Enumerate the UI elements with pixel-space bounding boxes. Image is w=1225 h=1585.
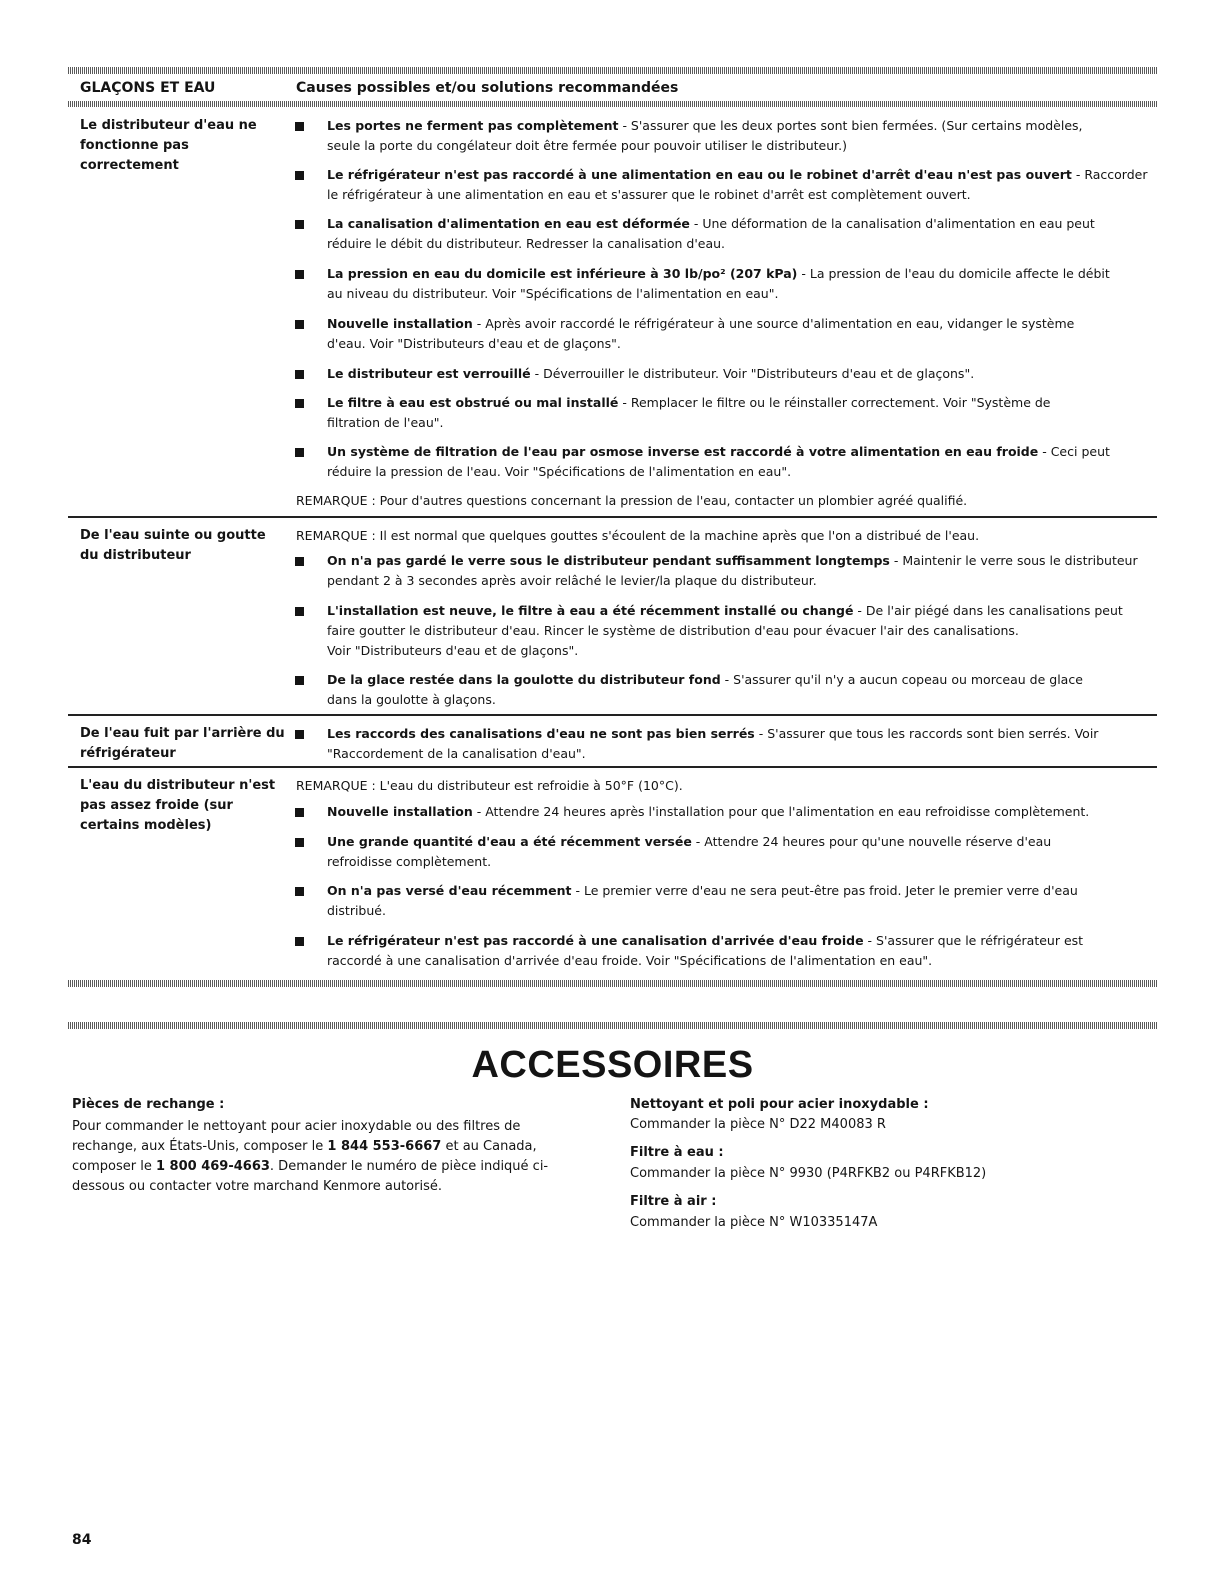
condition-dripping: De l'eau suinte ou goutte du distributeur <box>80 528 266 563</box>
bullet-icon <box>295 122 304 131</box>
cause-not-dispensed-recently: On n'a pas versé d'eau récemment - Le premier verre d'eau ne sera peut-être pas froid. Jeter le premier verre d'eau distribué. <box>327 883 1078 918</box>
bullet-icon <box>295 808 304 817</box>
accessories-rule <box>68 1022 1157 1029</box>
cleaner-part: Commander la pièce N° D22 M40083 R <box>630 1117 886 1132</box>
cause-not-connected: Le réfrigérateur n'est pas raccordé à une alimentation en eau ou le robinet d'arrêt d'eau n'est pas ouvert - Raccorder le réfrigérateur à une alimentation en eau et s'assurer que le robinet d'arrêt est complètement ouvert. <box>327 167 1148 202</box>
air-filter-part: Commander la pièce N° W10335147A <box>630 1215 878 1230</box>
cause-loose-fittings: Les raccords des canalisations d'eau ne sont pas bien serrés - S'assurer que tous les raccords sont bien serrés. Voir "Raccordement de la canalisation d'eau". <box>327 726 1099 761</box>
cause-ice-melting: De la glace restée dans la goulotte du distributeur fond - S'assurer qu'il n'y a aucun copeau ou morceau de glace dans la goulotte à glaçons. <box>327 672 1083 707</box>
bullet-icon <box>295 370 304 379</box>
bullet-icon <box>295 171 304 180</box>
cause-low-pressure: La pression en eau du domicile est inférieure à 30 lb/po² (207 kPa) - La pression de l'eau du domicile affecte le débit au niveau du distributeur. Voir "Spécifications de l'alimentation en eau". <box>327 266 1110 301</box>
spare-parts-heading: Pièces de rechange : <box>72 1097 225 1112</box>
bullet-icon <box>295 399 304 408</box>
bullet-icon <box>295 730 304 739</box>
cause-no-cold-line: Le réfrigérateur n'est pas raccordé à une canalisation d'arrivée d'eau froide - S'assurer que le réfrigérateur est raccordé à une canalisation d'arrivée d'eau froide. Voir "Spécifications de l'alimentation en eau". <box>327 933 1084 968</box>
cause-trapped-air: L'installation est neuve, le filtre à eau a été récemment installé ou changé - De l'air piégé dans les canalisations peut faire goutter le distributeur d'eau. Rincer le système de distribution d'eau pour évacuer l'air des canalisations. Voir "Distributeurs d'eau et de glaçons". <box>327 603 1123 658</box>
water-filter-part: Commander la pièce N° 9930 (P4RFKB2 ou P4RFKB12) <box>630 1166 987 1181</box>
bullet-icon <box>295 676 304 685</box>
cause-reverse-osmosis: Un système de filtration de l'eau par osmose inverse est raccordé à votre alimentation en eau froide - Ceci peut réduire la pression de l'eau. Voir "Spécifications de l'alimentation en eau". <box>327 444 1110 479</box>
cause-new-installation: Nouvelle installation - Après avoir raccordé le réfrigérateur à une source d'alimentation en eau, vidanger le système d'eau. Voir "Distributeurs d'eau et de glaçons". <box>327 316 1075 351</box>
table-bottom-rule <box>68 980 1157 987</box>
bullet-icon <box>295 607 304 616</box>
condition-dispenser-not-working: Le distributeur d'eau ne fonctionne pas correctement <box>80 118 257 173</box>
header-rule <box>68 101 1157 107</box>
cause-dispenser-locked: Le distributeur est verrouillé - Déverrouiller le distributeur. Voir "Distributeurs d'eau et de glaçons". <box>327 366 975 381</box>
bullet-icon <box>295 270 304 279</box>
cause-glass-not-held: On n'a pas gardé le verre sous le distributeur pendant suffisamment longtemps - Maintenir le verre sous le distributeur pendant 2 à 3 secondes après avoir relâché le levier/la plaque du distributeur. <box>327 553 1138 588</box>
cause-large-amount-dispensed: Une grande quantité d'eau a été récemment versée - Attendre 24 heures pour qu'une nouvelle réserve d'eau refroidisse complètement. <box>327 834 1052 869</box>
condition-water-not-cold: L'eau du distributeur n'est pas assez froide (sur certains modèles) <box>80 778 276 833</box>
cause-line-kinked: La canalisation d'alimentation en eau est déformée - Une déformation de la canalisation d'alimentation en eau peut réduire le débit du distributeur. Redresser la canalisation d'eau. <box>327 216 1095 251</box>
accessories-title: ACCESSOIRES <box>471 1044 754 1086</box>
note-pressure: REMARQUE : Pour d'autres questions concernant la pression de l'eau, contacter un plombier agréé qualifié. <box>296 493 968 508</box>
note-cooled-temp: REMARQUE : L'eau du distributeur est refroidie à 50°F (10°C). <box>296 778 683 793</box>
bullet-icon <box>295 937 304 946</box>
bullet-icon <box>295 838 304 847</box>
bullet-icon <box>295 448 304 457</box>
page-number: 84 <box>72 1532 92 1548</box>
cause-new-install-cold: Nouvelle installation - Attendre 24 heures après l'installation pour que l'alimentation en eau refroidisse complètement. <box>327 804 1090 819</box>
table-header-right: Causes possibles et/ou solutions recommandées <box>296 80 679 96</box>
bullet-icon <box>295 557 304 566</box>
table-header-left: GLAÇONS ET EAU <box>80 80 216 96</box>
air-filter-heading: Filtre à air : <box>630 1194 717 1209</box>
water-filter-heading: Filtre à eau : <box>630 1145 724 1160</box>
cause-filter-clogged: Le filtre à eau est obstrué ou mal installé - Remplacer le filtre ou le réinstaller correctement. Voir "Système de filtration de l'eau". <box>327 395 1051 430</box>
spare-parts-text: Pour commander le nettoyant pour acier inoxydable ou des filtres de rechange, aux États-Unis, composer le 1 844 553-6667 et au Canada, composer le 1 800 469-4663. Demander le numéro de pièce indiqué ci- dessous ou contacter votre marchand Kenmore autorisé. <box>72 1119 549 1194</box>
note-drops-normal: REMARQUE : Il est normal que quelques gouttes s'écoulent de la machine après que l'on a distribué de l'eau. <box>296 528 980 543</box>
cleaner-heading: Nettoyant et poli pour acier inoxydable : <box>630 1097 929 1112</box>
bullet-icon <box>295 220 304 229</box>
top-rule <box>68 67 1157 74</box>
section-divider <box>68 714 1157 716</box>
section-divider <box>68 766 1157 768</box>
condition-leak-back: De l'eau fuit par l'arrière du réfrigérateur <box>80 726 285 761</box>
cause-doors-not-closed: Les portes ne ferment pas complètement - S'assurer que les deux portes sont bien fermées. (Sur certains modèles, seule la porte du congélateur doit être fermée pour pouvoir utiliser le distributeur.) <box>327 118 1083 153</box>
bullet-icon <box>295 320 304 329</box>
bullet-icon <box>295 887 304 896</box>
section-divider <box>68 516 1157 518</box>
